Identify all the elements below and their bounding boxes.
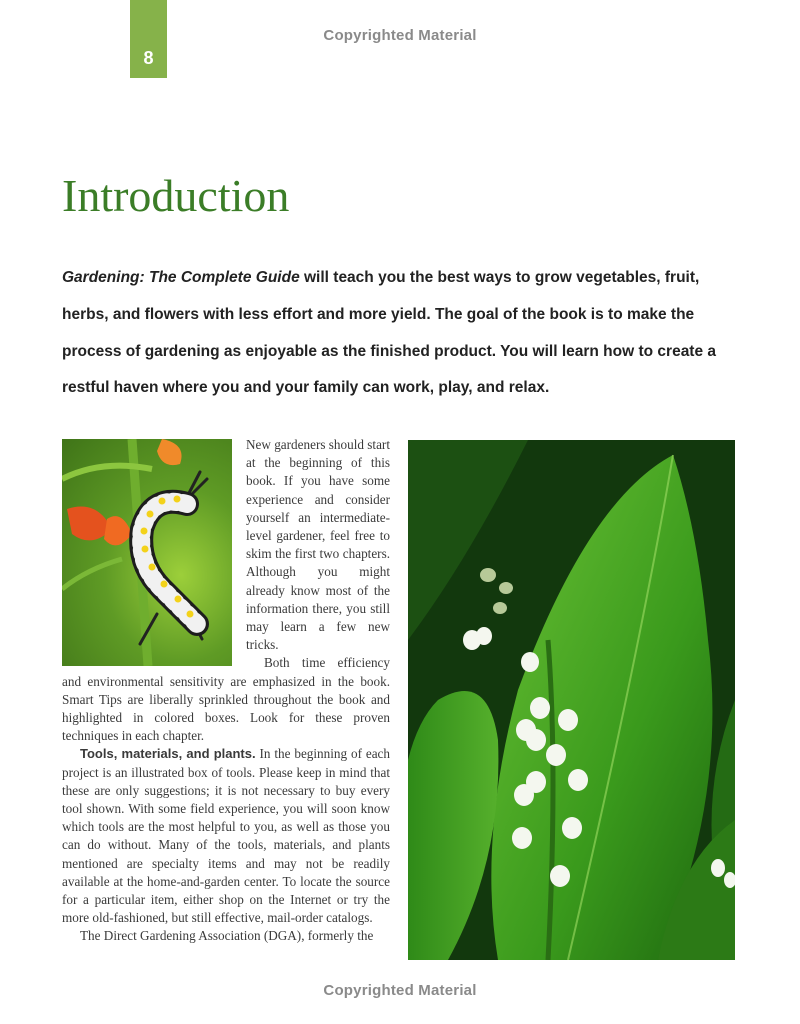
body-paragraph-3-text: In the beginning of each project is an illustrated box of tools. Please keep in mind that these are only suggestions; it is not necessary to buy every tool shown. With some field experience, you will soon know which tools are the most helpful to you, as well as those you can do without. Many of the tools, materials, and plants mentioned are specialty items and may not be readily available at the home-and-garden center. To locate the source for a particular item, either shop on the Internet or try the more old-fashioned, but still effective, mail-order catalogs. bbox=[62, 746, 390, 926]
lily-of-the-valley-photo bbox=[408, 440, 735, 960]
run-in-heading: Tools, materials, and plants. bbox=[80, 746, 256, 762]
body-paragraph-2: Both time efficiency and environmental sensitivity are emphasized in the book. Smart Tips are liberally sprinkled throughout the book and highlighted in colored boxes. Look for these proven techniques in each chapter. bbox=[62, 655, 390, 744]
body-paragraph-1: New gardeners should start at the beginning of this book. If you have some experience and consider yourself an intermediate-level gardener, feel free to skim the first two chapters. Although you might already know most of the information there, you still may learn a few new tricks. bbox=[246, 437, 390, 653]
body-column bbox=[62, 436, 390, 946]
book-title: Gardening: The Complete Guide bbox=[62, 269, 300, 286]
watermark-bottom: Copyrighted Material bbox=[323, 982, 477, 999]
intro-text: will teach you the best ways to grow vegetables, fruit, herbs, and flowers with less effort and more yield. The goal of the book is to make the process of gardening as enjoyable as the finished product. You will learn how to create a restful haven where you and your family can work, play, and relax. bbox=[62, 269, 717, 397]
caterpillar-photo bbox=[62, 439, 232, 666]
body-paragraph-3 bbox=[62, 745, 390, 927]
body-paragraph-4: The Direct Gardening Association (DGA), formerly the bbox=[80, 928, 374, 944]
chapter-title: Introduction bbox=[62, 170, 290, 221]
page-number: 8 bbox=[143, 48, 154, 68]
watermark-top: Copyrighted Material bbox=[323, 27, 477, 44]
caterpillar-illustration bbox=[62, 439, 232, 666]
lily-illustration bbox=[408, 440, 735, 960]
intro-paragraph bbox=[62, 260, 722, 407]
